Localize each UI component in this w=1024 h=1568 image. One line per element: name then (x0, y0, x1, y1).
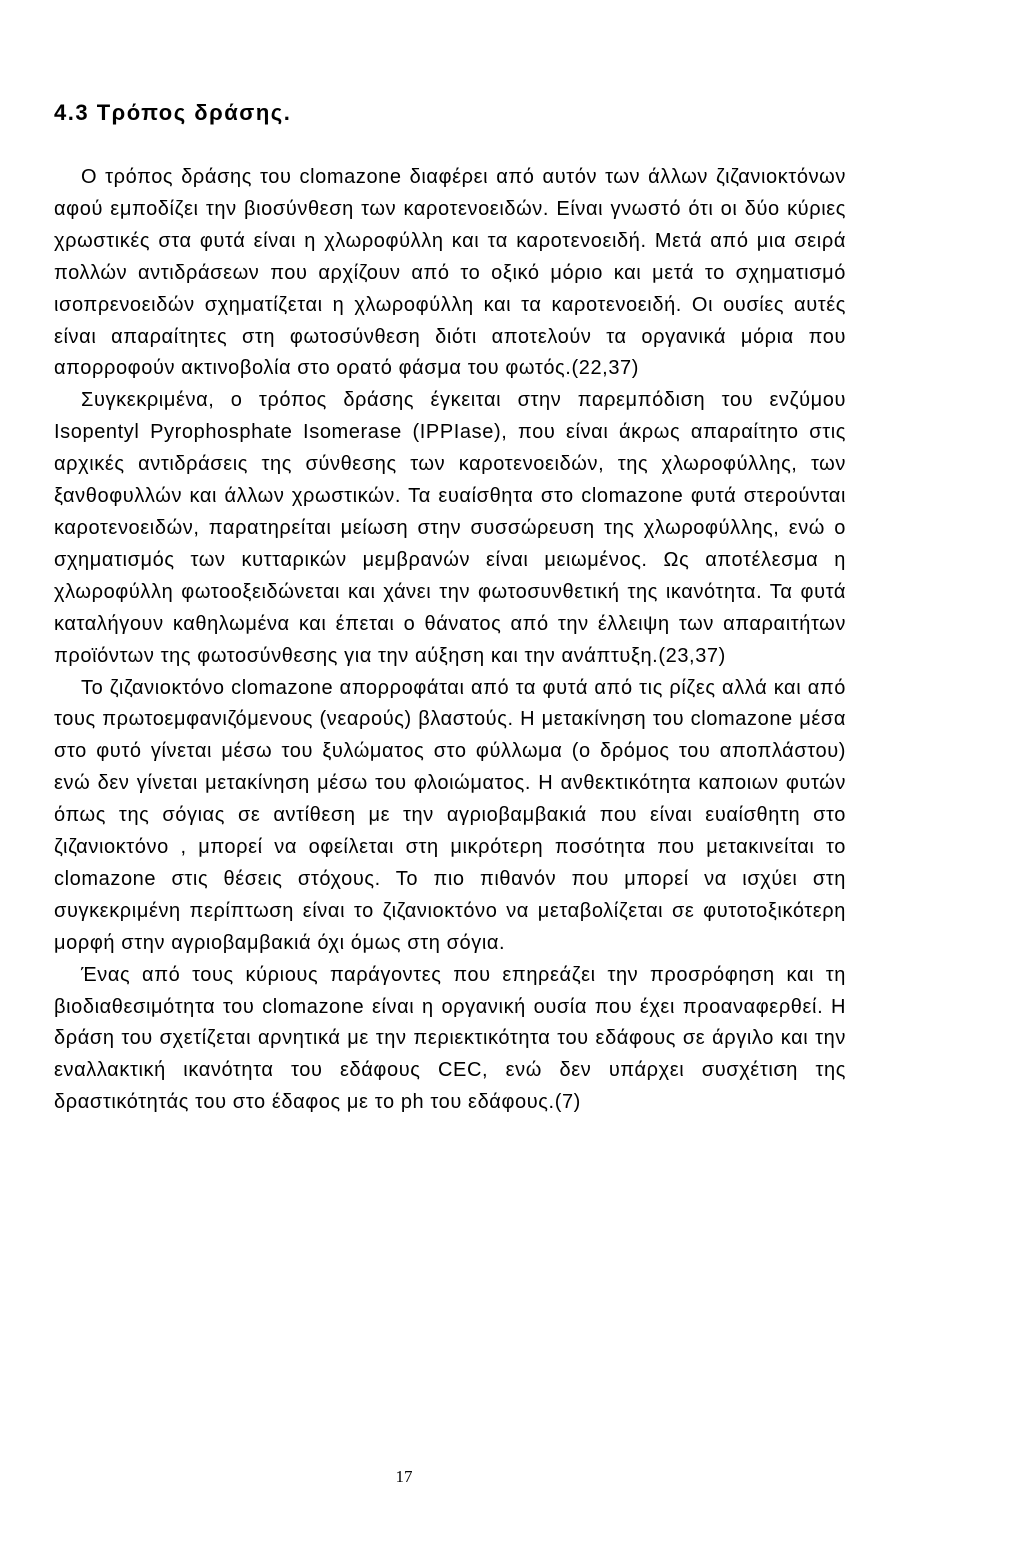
paragraph-uptake-translocation: Το ζιζανιοκτόνο clomazone απορροφάται από τα φυτά από τις ρίζες αλλά και από τους πρωτοεμφανιζόμενους (νεαρούς) βλαστούς. Η μετακίνηση του clomazone μέσα στο φυτό γίνεται μέσω του ξυλώματος στο φύλλωμα (ο δρόμος του αποπλάστου) ενώ δεν γίνεται μετακίνηση μέσω του φλοιώματος. Η ανθεκτικότητα καποιων φυτών όπως της σόγιας σε αντίθεση με την αγριοβαμβακιά που είναι ευαίσθητη στο ζιζανιοκτόνο , μπορεί να οφείλεται στη μικρότερη ποσότητα που μετακινείται το clomazone στις θέσεις στόχους. Το πιο πιθανόν που μπορεί να ισχύει στη συγκεκριμένη περίπτωση είναι το ζιζανιοκτόνο να μεταβολίζεται σε φυτοτοξικότερη μορφή στην αγριοβαμβακιά όχι όμως στη σόγια. (54, 676, 846, 954)
paragraph-soil-factors: Ένας από τους κύριους παράγοντες που επηρεάζει την προσρόφηση και τη βιοδιαθεσιμότητα του clomazone είναι η οργανική ουσία που έχει προαναφερθεί. Η δράση του σχετίζεται αρνητικά με την περιεκτικότητα του εδάφους σε άργιλο και την εναλλακτική ικανότητα του εδάφους CEC, ενώ δεν υπάρχει συσχέτιση της δραστικότητάς του στο έδαφος με το ph του εδάφους.(7) (54, 963, 846, 1114)
section-title: 4.3 Τρόπος δράσης. (54, 100, 292, 125)
section-body (54, 162, 846, 1119)
page-number: 17 (395, 1467, 413, 1486)
paragraph-enzyme-inhibition: Συγκεκριμένα, ο τρόπος δράσης έγκειται στην παρεμπόδιση του ενζύμου Isopentyl Pyrophosphate Isomerase (IPPIase), που είναι άκρως απαραίτητο στις αρχικές αντιδράσεις της σύνθεσης των καροτενοειδών, της χλωροφύλλης, των ξανθοφυλλών και άλλων χρωστικών. Τα ευαίσθητα στο clomazone φυτά στερούνται καροτενοειδών, παρατηρείται μείωση στην συσσώρευση της χλωροφύλλης, ενώ ο σχηματισμός των κυτταρικών μεμβρανών είναι μειωμένος. Ως αποτέλεσμα η χλωροφύλλη φωτοοξειδώνεται και χάνει την φωτοσυνθετική της ικανότητα. Τα φυτά καταλήγουν καθηλωμένα και έπεται ο θάνατος από την έλλειψη των απαραιτήτων προϊόντων της φωτοσύνθεσης για την αύξηση και την ανάπτυξη.(23,37) (54, 389, 846, 667)
paragraph-mode-of-action: Ο τρόπος δράσης του clomazone διαφέρει από αυτόν των άλλων ζιζανιοκτόνων αφού εμποδίζει την βιοσύνθεση των καροτενοειδών. Είναι γνωστό ότι οι δύο κύριες χρωστικές στα φυτά είναι η χλωροφύλλη και τα καροτενοειδή. Μετά από μια σειρά πολλών αντιδράσεων που αρχίζουν από το οξικό μόριο και μετά το σχηματισμό ισοπρενοειδών σχηματίζεται η χλωροφύλλη και τα καροτενοειδή. Οι ουσίες αυτές είναι απαραίτητες στη φωτοσύνθεση διότι αποτελούν τα οργανικά μόρια που απορροφούν ακτινοβολία στο ορατό φάσμα του φωτός.(22,37) (54, 166, 846, 380)
